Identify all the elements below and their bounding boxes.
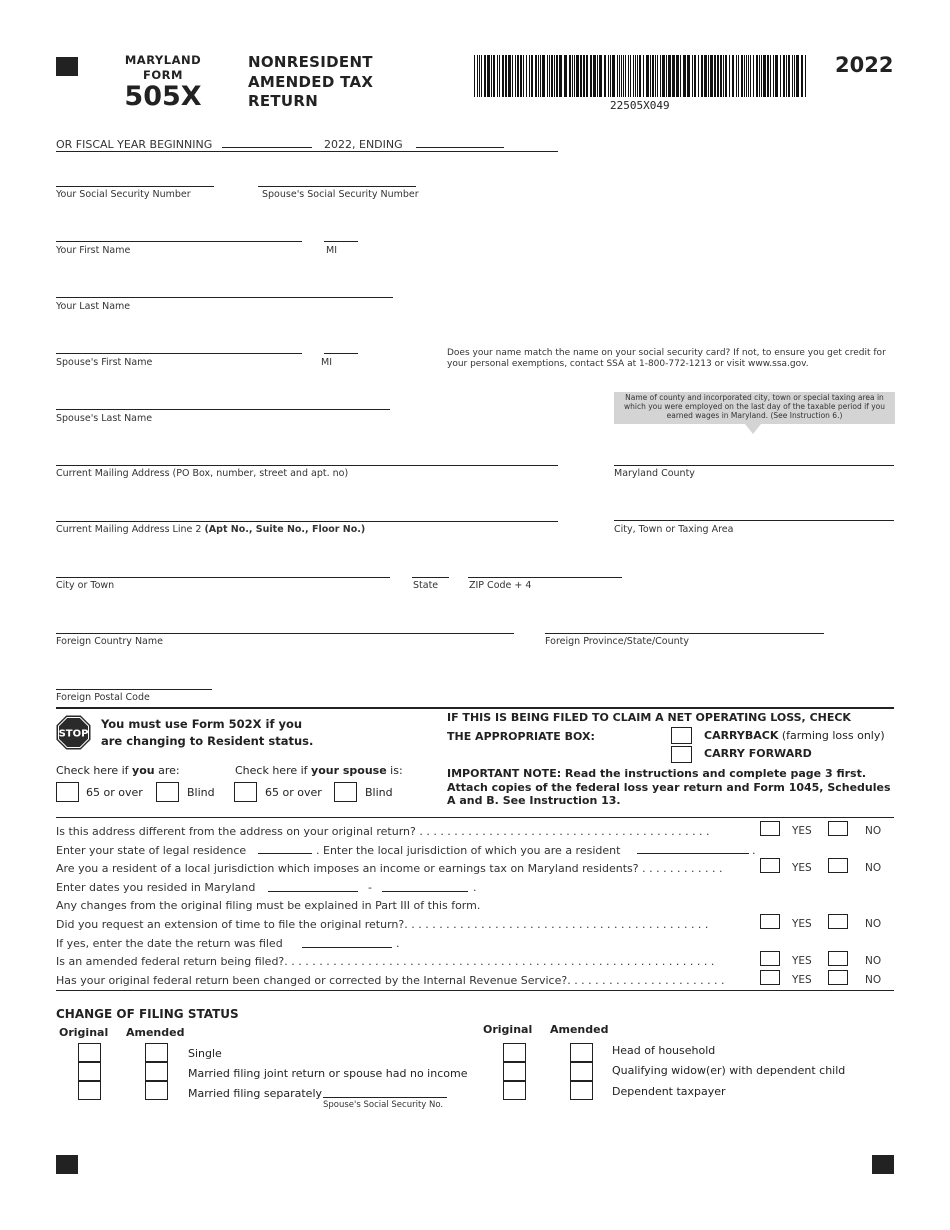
orig-hoh-checkbox[interactable] — [503, 1043, 526, 1062]
barcode-bar — [783, 55, 785, 97]
barcode-bar — [515, 55, 516, 97]
barcode-bar — [744, 55, 745, 97]
barcode-bar — [704, 55, 707, 97]
title-line-3: RETURN — [248, 92, 319, 110]
barcode-bar — [619, 55, 620, 97]
barcode-bar — [729, 55, 730, 97]
status-separate-label: Married filing separately — [188, 1087, 323, 1100]
q-date-filed: If yes, enter the date the return was filed — [56, 937, 283, 950]
barcode-bar — [520, 55, 522, 97]
q8-no-checkbox[interactable] — [828, 951, 848, 966]
q8-no-label: NO — [865, 955, 882, 967]
carryback-checkbox[interactable] — [671, 727, 692, 744]
barcode-bar — [529, 55, 530, 97]
title-line-1: NONRESIDENT — [248, 53, 373, 71]
barcode-bar — [505, 55, 507, 97]
check-you-label — [56, 764, 180, 777]
you-65-label: 65 or over — [86, 786, 143, 799]
barcode-bar — [502, 55, 504, 97]
barcode-bar — [741, 55, 743, 97]
barcode-bar — [652, 55, 654, 97]
address2-label — [56, 524, 365, 535]
barcode-bar — [683, 55, 686, 97]
amend-dependent-checkbox[interactable] — [570, 1081, 593, 1100]
check-spouse-label — [235, 764, 403, 777]
status-joint-label: Married filing joint return or spouse had no income — [188, 1067, 468, 1080]
ssn-label: Your Social Security Number — [56, 189, 191, 200]
q1-no-label: NO — [865, 825, 882, 837]
q3-no-checkbox[interactable] — [828, 858, 848, 873]
barcode-bar — [610, 55, 611, 97]
state-label-field: State — [413, 580, 439, 591]
barcode-bar — [662, 55, 665, 97]
barcode-bar — [666, 55, 667, 97]
registration-mark-bottom-right — [872, 1155, 894, 1174]
barcode-bar — [655, 55, 656, 97]
barcode-bar — [660, 55, 661, 97]
barcode-bar — [750, 55, 751, 97]
barcode-bar — [761, 55, 762, 97]
q1-no-checkbox[interactable] — [828, 821, 848, 836]
q-dates-resided: Enter dates you resided in Maryland — [56, 881, 256, 894]
original-header-left: Original — [59, 1026, 109, 1039]
stop-sign-text: STOP — [58, 728, 89, 740]
barcode-bar — [748, 55, 749, 97]
barcode-bar — [668, 55, 671, 97]
important-note-line-2: Attach copies of the federal loss year return and Form 1045, Schedules — [447, 780, 891, 794]
spouse-ssn-field[interactable] — [258, 186, 416, 187]
barcode-bar — [801, 55, 803, 97]
barcode-bar — [576, 55, 579, 97]
q4-period: . — [473, 881, 477, 894]
fiscal-underline — [56, 151, 558, 152]
foreign-country-label: Foreign Country Name — [56, 636, 163, 647]
barcode-bar — [723, 55, 724, 97]
barcode-bar — [692, 55, 693, 97]
barcode-bar — [549, 55, 550, 97]
state-label: MARYLAND — [124, 53, 202, 67]
barcode-bar — [628, 55, 629, 97]
barcode-bar — [612, 55, 615, 97]
spouse-65-label: 65 or over — [265, 786, 322, 799]
barcode-bar — [657, 55, 658, 97]
spouse-mi-field[interactable] — [324, 353, 358, 354]
foreign-postal-label: Foreign Postal Code — [56, 692, 150, 703]
barcode-bar — [569, 55, 571, 97]
barcode-bar — [479, 55, 480, 97]
barcode-bar — [547, 55, 548, 97]
q8-yes-checkbox[interactable] — [760, 951, 780, 966]
barcode-bar — [540, 55, 541, 97]
questions-rule-bottom — [56, 990, 894, 991]
barcode-bar — [767, 55, 769, 97]
barcode — [474, 55, 810, 97]
q-amended-federal: Is an amended federal return being filed?. . . . . . . . . . . . . . . . . . . . . . . . . . . . . . . . . . . . . . . . . . . . . . . . . . . . . . . . . . . . . . — [56, 955, 715, 968]
barcode-bar — [531, 55, 533, 97]
amended-header-right: Amended — [550, 1023, 609, 1036]
q3-yes-label: YES — [792, 862, 812, 874]
section-divider — [56, 707, 894, 709]
q1-yes-label: YES — [792, 825, 812, 837]
carryback-label — [704, 729, 885, 742]
last-name-label: Your Last Name — [56, 301, 131, 312]
orig-single-checkbox[interactable] — [78, 1043, 101, 1062]
form-word: FORM — [143, 68, 183, 82]
county-callout-text: Name of county and incorporated city, town or special taxing area in which you were employed on the last day of the taxable period if you earned wages in Maryland. (See Instruction 6.) — [623, 393, 885, 420]
q-extension: Did you request an extension of time to file the original return?. . . . . . . . . . . . . . . . . . . . . . . . . . . . . . . . . . . . . . . . . . . . — [56, 918, 709, 931]
barcode-bar — [637, 55, 638, 97]
barcode-bar — [477, 55, 478, 97]
q9-yes-checkbox[interactable] — [760, 970, 780, 985]
address1-field[interactable] — [56, 465, 558, 466]
barcode-bar — [508, 55, 511, 97]
form-number: 505X — [124, 81, 202, 112]
barcode-bar — [556, 55, 558, 97]
barcode-bar — [574, 55, 575, 97]
barcode-bar — [597, 55, 598, 97]
spouse-last-name-label: Spouse's Last Name — [56, 413, 153, 424]
barcode-bar — [720, 55, 722, 97]
barcode-bar — [493, 55, 495, 97]
spouse-ssn-separate-label: Spouse's Social Security No. — [323, 1100, 444, 1110]
amend-widow-checkbox[interactable] — [570, 1062, 593, 1081]
barcode-text: 22505X049 — [610, 99, 670, 112]
q8-yes-label: YES — [792, 955, 812, 967]
barcode-bar — [499, 55, 500, 97]
barcode-bar — [593, 55, 596, 97]
stop-line-1: You must use Form 502X if you — [101, 717, 303, 731]
foreign-postal-field[interactable] — [56, 689, 212, 690]
barcode-bar — [523, 55, 524, 97]
status-widow-label: Qualifying widow(er) with dependent child — [612, 1064, 846, 1077]
barcode-bar — [646, 55, 649, 97]
q9-no-label: NO — [865, 974, 882, 986]
spouse-last-name-field[interactable] — [56, 409, 390, 410]
fiscal-year-label: OR FISCAL YEAR BEGINNING — [56, 138, 213, 151]
barcode-bar — [788, 55, 790, 97]
barcode-bar — [701, 55, 703, 97]
barcode-bar — [786, 55, 787, 97]
barcode-bar — [583, 55, 585, 97]
registration-mark-bottom-left — [56, 1155, 78, 1174]
orig-separate-checkbox[interactable] — [78, 1081, 101, 1100]
barcode-bar — [775, 55, 778, 97]
spouse-blind-label: Blind — [365, 786, 393, 799]
q6-yes-label: YES — [792, 918, 812, 930]
you-blind-label: Blind — [187, 786, 215, 799]
carryforward-checkbox[interactable] — [671, 746, 692, 763]
check-you-suffix: are: — [154, 764, 180, 777]
q9-no-checkbox[interactable] — [828, 970, 848, 985]
q6-no-checkbox[interactable] — [828, 914, 848, 929]
barcode-bar — [710, 55, 713, 97]
date-to-field[interactable] — [382, 891, 468, 892]
you-65-checkbox[interactable] — [56, 782, 79, 802]
spouse-first-name-label: Spouse's First Name — [56, 357, 153, 368]
amend-hoh-checkbox[interactable] — [570, 1043, 593, 1062]
stop-message — [101, 716, 313, 750]
orig-joint-checkbox[interactable] — [78, 1062, 101, 1081]
barcode-bar — [753, 55, 754, 97]
state-residence-field[interactable] — [258, 853, 312, 854]
q-local-jurisdiction: . Enter the local jurisdiction of which you are a resident — [316, 844, 621, 857]
q6-no-label: NO — [865, 918, 882, 930]
q-irs-changed: Has your original federal return been changed or corrected by the Internal Revenue Service?. . . . . . . . . . . . . . . . . . . . . . . — [56, 974, 725, 987]
q3-no-label: NO — [865, 862, 882, 874]
md-county-field[interactable] — [614, 465, 894, 466]
foreign-province-field[interactable] — [545, 633, 824, 634]
mi-label: MI — [326, 245, 337, 256]
original-header-right: Original — [483, 1023, 533, 1036]
barcode-bar — [512, 55, 513, 97]
barcode-bar — [773, 55, 774, 97]
filing-status-heading: CHANGE OF FILING STATUS — [56, 1007, 239, 1021]
barcode-bar — [580, 55, 582, 97]
amend-single-checkbox[interactable] — [145, 1043, 168, 1062]
amend-joint-checkbox[interactable] — [145, 1062, 168, 1081]
barcode-bar — [542, 55, 545, 97]
taxing-area-label: City, Town or Taxing Area — [614, 524, 734, 535]
barcode-bar — [680, 55, 681, 97]
barcode-bar — [780, 55, 781, 97]
check-spouse-bold: your spouse — [311, 764, 387, 777]
barcode-bar — [554, 55, 555, 97]
barcode-bar — [792, 55, 793, 97]
tax-year: 2022 — [835, 53, 894, 77]
foreign-province-label: Foreign Province/State/County — [545, 636, 689, 647]
md-county-label: Maryland County — [614, 468, 695, 479]
barcode-bar — [759, 55, 760, 97]
barcode-bar — [625, 55, 626, 97]
barcode-bar — [639, 55, 641, 97]
barcode-bar — [736, 55, 737, 97]
barcode-bar — [708, 55, 709, 97]
barcode-bar — [633, 55, 634, 97]
nol-heading-2: THE APPROPRIATE BOX: — [447, 730, 595, 743]
barcode-bar — [517, 55, 519, 97]
barcode-bar — [650, 55, 651, 97]
zip-label: ZIP Code + 4 — [469, 580, 532, 591]
address1-label: Current Mailing Address (PO Box, number, street and apt. no) — [56, 468, 349, 479]
city-field[interactable] — [56, 577, 390, 578]
barcode-bar — [491, 55, 492, 97]
amended-header-left: Amended — [126, 1026, 185, 1039]
date-from-field[interactable] — [268, 891, 358, 892]
barcode-bar — [535, 55, 537, 97]
barcode-bar — [756, 55, 758, 97]
spouse-ssn-separate-field[interactable] — [323, 1097, 447, 1098]
address2-field[interactable] — [56, 521, 558, 522]
important-note-line-3: A and B. See Instruction 13. — [447, 794, 621, 807]
barcode-bar — [763, 55, 766, 97]
form-title — [248, 53, 373, 112]
barcode-bar — [564, 55, 567, 97]
barcode-bar — [484, 55, 486, 97]
barcode-bar — [630, 55, 631, 97]
last-name-field[interactable] — [56, 297, 393, 298]
spouse-blind-checkbox[interactable] — [334, 782, 357, 802]
spouse-mi-label: MI — [321, 357, 332, 368]
questions-rule-top — [56, 817, 894, 818]
barcode-bar — [770, 55, 771, 97]
fiscal-end-field[interactable] — [416, 147, 504, 148]
q-changes-explained: Any changes from the original filing must be explained in Part III of this form. — [56, 899, 481, 912]
stop-sign-icon — [56, 715, 91, 750]
check-spouse-suffix: is: — [386, 764, 403, 777]
zip-field[interactable] — [468, 577, 622, 578]
barcode-bars — [474, 55, 810, 97]
q6-yes-checkbox[interactable] — [760, 914, 780, 929]
barcode-bar — [621, 55, 622, 97]
barcode-bar — [526, 55, 527, 97]
carryback-note: (farming loss only) — [778, 729, 885, 742]
barcode-bar — [694, 55, 696, 97]
spouse-65-checkbox[interactable] — [234, 782, 257, 802]
barcode-bar — [732, 55, 734, 97]
barcode-bar — [738, 55, 739, 97]
barcode-bar — [608, 55, 609, 97]
barcode-bar — [796, 55, 799, 97]
q-address-different: Is this address different from the address on your original return? . . . . . . . . . . . . . . . . . . . . . . . . . . . . . . . . . . . . . . . . . . — [56, 825, 710, 838]
q9-yes-label: YES — [792, 974, 812, 986]
important-note — [447, 767, 891, 808]
barcode-bar — [643, 55, 644, 97]
state-field[interactable] — [412, 577, 449, 578]
barcode-bar — [538, 55, 539, 97]
barcode-bar — [717, 55, 719, 97]
taxing-area-field[interactable] — [614, 520, 894, 521]
q7-period: . — [396, 937, 400, 950]
barcode-bar — [687, 55, 690, 97]
status-hoh-label: Head of household — [612, 1044, 716, 1057]
mi-field[interactable] — [324, 241, 358, 242]
fiscal-begin-field[interactable] — [222, 147, 312, 148]
barcode-bar — [725, 55, 727, 97]
nol-heading-1: IF THIS IS BEING FILED TO CLAIM A NET OPERATING LOSS, CHECK — [447, 711, 851, 724]
barcode-bar — [559, 55, 562, 97]
barcode-bar — [746, 55, 747, 97]
barcode-bar — [604, 55, 606, 97]
barcode-bar — [617, 55, 618, 97]
registration-mark-top-left — [56, 57, 78, 76]
barcode-bar — [586, 55, 588, 97]
important-note-line-1: IMPORTANT NOTE: Read the instructions and complete page 3 first. — [447, 767, 867, 780]
local-jurisdiction-field[interactable] — [637, 853, 749, 854]
q-state-residence: Enter your state of legal residence — [56, 844, 247, 857]
barcode-bar — [487, 55, 490, 97]
address2-label-bold: (Apt No., Suite No., Floor No.) — [204, 524, 366, 535]
barcode-bar — [676, 55, 679, 97]
first-name-field[interactable] — [56, 241, 302, 242]
form-id-block — [118, 53, 208, 111]
barcode-bar — [572, 55, 573, 97]
ssn-field[interactable] — [56, 186, 214, 187]
check-spouse-prefix: Check here if — [235, 764, 312, 777]
q-local-tax: Are you a resident of a local jurisdiction which imposes an income or earnings tax on Maryland residents? . . . . . . . . . . . . — [56, 862, 723, 875]
amend-separate-checkbox[interactable] — [145, 1081, 168, 1100]
barcode-bar — [672, 55, 675, 97]
barcode-bar — [497, 55, 498, 97]
q1-yes-checkbox[interactable] — [760, 821, 780, 836]
date-filed-field[interactable] — [302, 947, 392, 948]
barcode-bar — [635, 55, 636, 97]
barcode-bar — [805, 55, 806, 97]
barcode-bar — [698, 55, 699, 97]
status-single-label: Single — [188, 1047, 222, 1060]
you-blind-checkbox[interactable] — [156, 782, 179, 802]
check-you-prefix: Check here if — [56, 764, 133, 777]
name-match-note: Does your name match the name on your social security card? If not, to ensure you get credit for your personal exemptions, contact SSA at 1-800-772-1213 or visit www.ssa.gov. — [447, 348, 886, 369]
check-you-bold: you — [132, 764, 155, 777]
date-dash: - — [368, 881, 372, 894]
q2-period: . — [752, 844, 756, 857]
title-line-2: AMENDED TAX — [248, 72, 374, 91]
orig-dependent-checkbox[interactable] — [503, 1081, 526, 1100]
address2-label-prefix: Current Mailing Address Line 2 — [56, 524, 205, 535]
barcode-bar — [794, 55, 795, 97]
barcode-bar — [481, 55, 482, 97]
orig-widow-checkbox[interactable] — [503, 1062, 526, 1081]
spouse-first-name-field[interactable] — [56, 353, 302, 354]
carryback-label-bold: CARRYBACK — [704, 729, 779, 742]
barcode-bar — [551, 55, 553, 97]
barcode-bar — [590, 55, 592, 97]
barcode-bar — [599, 55, 602, 97]
spouse-ssn-label: Spouse's Social Security Number — [262, 189, 419, 200]
barcode-bar — [474, 55, 475, 97]
stop-line-2: are changing to Resident status. — [101, 734, 314, 748]
q3-yes-checkbox[interactable] — [760, 858, 780, 873]
first-name-label: Your First Name — [56, 245, 131, 256]
city-label: City or Town — [56, 580, 115, 591]
status-dependent-label: Dependent taxpayer — [612, 1085, 726, 1098]
barcode-bar — [714, 55, 716, 97]
callout-pointer — [745, 424, 761, 434]
fiscal-year-mid: 2022, ENDING — [324, 138, 403, 151]
foreign-country-field[interactable] — [56, 633, 514, 634]
barcode-bar — [623, 55, 624, 97]
carryforward-label: CARRY FORWARD — [704, 747, 812, 760]
